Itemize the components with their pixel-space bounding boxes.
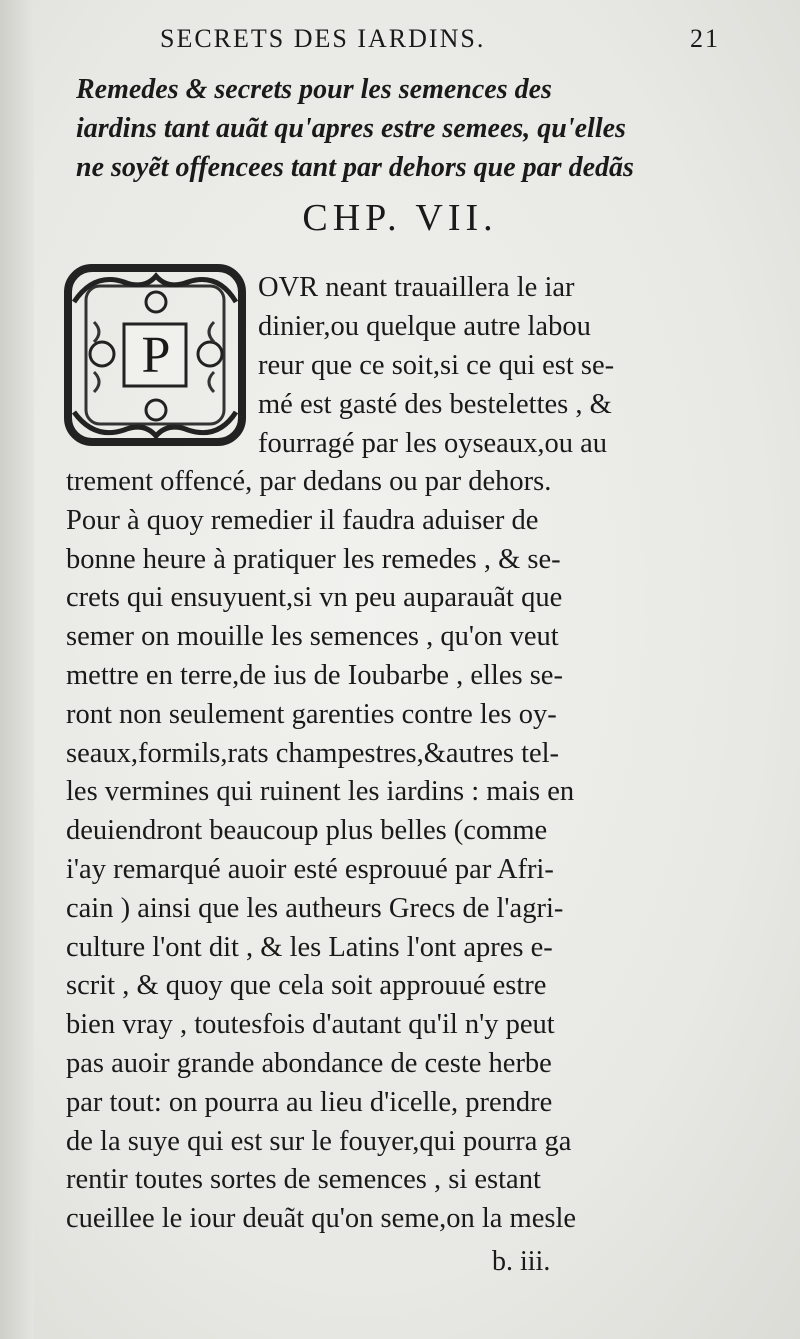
text-line: pas auoir grande abondance de ceste herbe [66, 1047, 552, 1079]
page-number: 21 [690, 24, 720, 53]
chapter-subtitle [76, 70, 704, 187]
signature-mark: b. iii. [492, 1246, 551, 1277]
text-line: cueillee le iour deuãt qu'on seme,on la mesle [66, 1203, 577, 1235]
text-line: cain ) ainsi que les autheurs Grecs de l'agri- [66, 892, 564, 924]
chapter-heading: CHP. VII. [302, 197, 498, 239]
text-line: bonne heure à pratiquer les remedes , & se- [66, 543, 561, 575]
decorated-initial [64, 262, 248, 448]
body-text [66, 463, 706, 1239]
text-line: deuiendront beaucoup plus belles (comme [66, 815, 548, 847]
text-line: ront non seulement garenties contre les oy- [66, 698, 557, 730]
text-line: crets qui ensuyuent,si vn peu auparauãt que [66, 582, 563, 614]
text-line: rentir toutes sortes de semences , si estant [66, 1164, 541, 1196]
text-line: scrit , & quoy que cela soit approuué estre [66, 970, 547, 1002]
text-line: mettre en terre,de ius de Ioubarbe , elles se- [66, 659, 563, 691]
text-line: OVR neant trauaillera le iar [258, 272, 575, 303]
text-line: les vermines qui ruinent les iardins : mais en [66, 776, 575, 808]
text-line: reur que ce soit,si ce qui est se- [258, 350, 615, 381]
text-line: i'ay remarqué auoir esté esprouué par Afri- [66, 853, 554, 885]
text-line: bien vray , toutesfois d'autant qu'il n'y peut [66, 1009, 555, 1041]
text-line: dinier,ou quelque autre labou [258, 311, 591, 342]
text-line: seaux,formils,rats champestres,&autres tel- [66, 737, 560, 769]
initial-letter: P [141, 326, 171, 384]
opening-lines [258, 268, 698, 463]
subtitle-line: iardins tant auãt qu'apres estre semees, qu'elles [76, 113, 626, 144]
subtitle-line: Remedes & secrets pour les semences des [76, 74, 552, 105]
subtitle-line: ne soyẽt offencees tant par dehors que par dedãs [76, 152, 634, 183]
page-header [160, 24, 720, 58]
text-line: semer on mouille les semences , qu'on veut [66, 621, 559, 653]
text-line: fourragé par les oyseaux,ou au [258, 428, 607, 459]
text-line: Pour à quoy remedier il faudra aduiser de [66, 504, 539, 536]
text-line: culture l'ont dit , & les Latins l'ont apres e- [66, 931, 553, 963]
text-line: de la suye qui est sur le fouyer,qui pourra ga [66, 1125, 572, 1157]
text-line: par tout: on pourra au lieu d'icelle, prendre [66, 1086, 553, 1118]
running-title: SECRETS DES IARDINS. [160, 24, 486, 53]
text-line: trement offencé, par dedans ou par dehors. [66, 466, 552, 497]
text-line: mé est gasté des bestelettes , & [258, 389, 612, 420]
